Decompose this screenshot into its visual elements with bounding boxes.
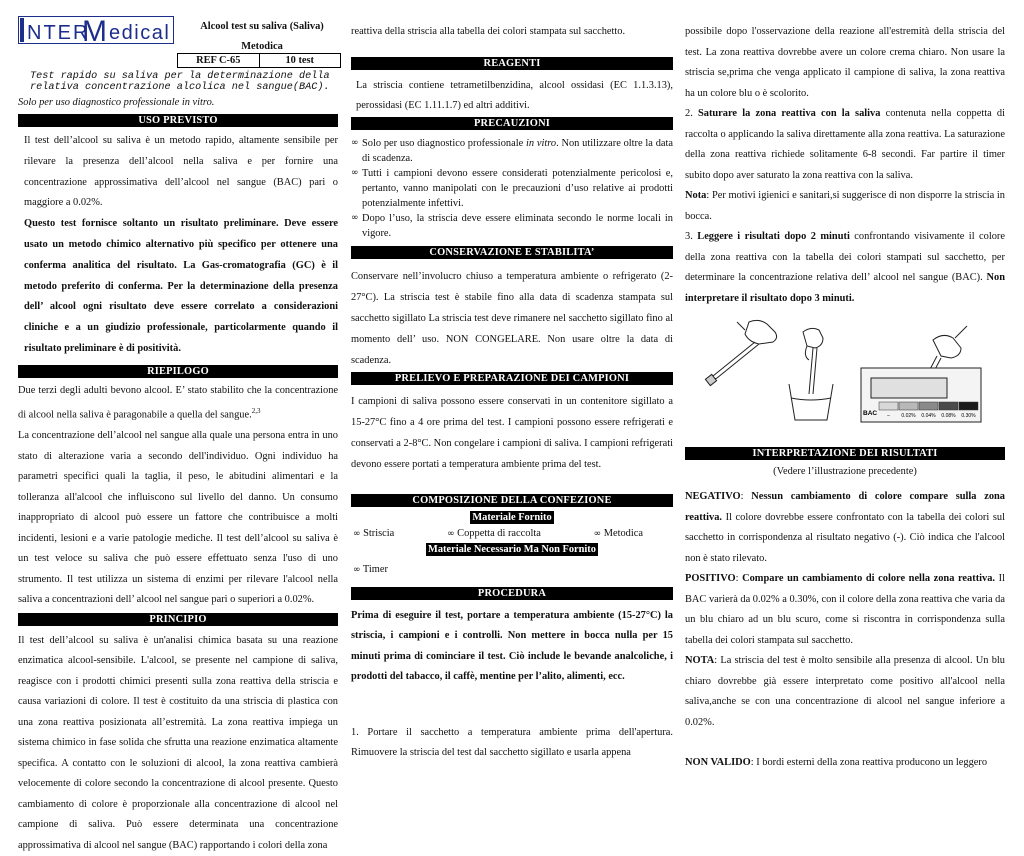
bac-chart-label: BAC: [863, 410, 878, 417]
nota2-text: : La striscia del test è molto sensibile alla presenza di alcool. Un blu chiaro dovrebbe già essere interpretato come positivo all'alcool nella saliva,anche se con una concentrazione di alcool nel sangue inferiore a 0.02%.: [685, 655, 1005, 728]
step-3-end: Non interpretare il risultato dopo 3 minuti.: [685, 272, 1005, 304]
title-line-2: Metodica: [241, 41, 283, 52]
title-line-1: Alcool test su saliva (Saliva): [200, 21, 324, 32]
list-item: [353, 527, 394, 541]
precauzioni-1-em: in vitro: [525, 137, 557, 149]
section-header-riepilogo: RIEPILOGO: [18, 365, 338, 378]
positivo-bold: Compare un cambiamento di colore nella zona reattiva.: [742, 573, 996, 584]
step-2-rest: contenuta nella coppetta di raccolta o applicando la saliva direttamente alla zona reattiva. La saturazione della zona reattiva richiede solitamente 6-8 secondi. Far partire il timer subito dopo aver saturato la zona reattiva con la saliva.: [685, 108, 1005, 181]
svg-text:edical: edical: [109, 22, 171, 44]
item-striscia: Striscia: [363, 527, 395, 539]
reagenti-text: La striscia contiene tetrametilbenzidina, alcool ossidasi (EC 1.1.3.13), perossidasi (EC 1.11.1.7) ed altri additivi.: [356, 79, 673, 111]
bullet-icon: ∞: [351, 137, 359, 148]
nota2-label: NOTA: [685, 655, 715, 666]
bac-swatch: [919, 402, 938, 410]
negativo-label: NEGATIVO: [685, 491, 741, 502]
procedura-step-1-continued: possibile dopo l'osservazione della reazione all'estremità della striscia del test. La zona reattiva dovrebbe avere un colore crema chiaro. Non usare la striscia se,prima che venga applicato il campione di saliva, la zona reattiva ha un colore blu o è scolorito.: [685, 26, 1005, 99]
precauzioni-item-3: [351, 211, 673, 241]
bullet-icon: ∞: [351, 167, 359, 178]
riepilogo-p1-text: Due terzi degli adulti bevono alcool. E’ stato stabilito che la concentrazione di alcool nella saliva è paragonabile a quella del sangue.: [18, 384, 338, 421]
bac-swatch: [899, 402, 918, 410]
item-timer: Timer: [362, 563, 388, 575]
non-valido-label: NON VALIDO: [685, 757, 751, 768]
test-count: 10 test: [285, 55, 315, 66]
step-3-num: 3.: [685, 231, 698, 242]
materiale-non-fornito-list: [351, 563, 673, 577]
result-negativo: NEGATIVO: Nessun cambiamento di colore compare sulla zona reattiva. Il colore dovrebbe essere confrontato con la tabella dei colori sul sacchetto in corrispondenza al risultato negativo (-). Ciò indica che l'alcool non è stato rilevato.: [685, 491, 1005, 564]
step-3-rest: confrontando visivamente il colore della zona reattiva con la tabella dei colori stampati sul sacchetto, per determinare la concentrazione relativa dell’ alcool nel sangue (BAC).: [685, 231, 1006, 283]
result-nota: [685, 651, 1005, 733]
svg-text:M: M: [82, 15, 107, 48]
section-header-uso-previsto: USO PREVISTO: [18, 114, 338, 127]
bac-swatch: [879, 402, 898, 410]
diagnostic-use-note: Solo per uso diagnostico professionale in vitro.: [18, 97, 215, 108]
step-2-num: 2.: [685, 108, 698, 119]
step-3-bold: Leggere i risultati dopo 2 minuti: [697, 231, 850, 242]
negativo-bold: Nessun cambiamento di colore compare sulla zona reattiva.: [685, 491, 1005, 523]
bac-swatch-label: 0.04%: [921, 413, 936, 419]
riepilogo-ref: 2,3: [251, 407, 261, 416]
positivo-text: Il BAC varierà da 0.02% a 0.30%, con il colore della zona reattiva che varia da un blu chiaro ad un blu scuro, come si riscontra in corrispondenza sulla tabella dei colori stampata sul sacchetto.: [685, 573, 1005, 646]
principio-continued: reattiva della striscia alla tabella dei colori stampata sul sacchetto.: [351, 26, 626, 37]
section-header-composizione: COMPOSIZIONE DELLA CONFEZIONE: [351, 494, 673, 507]
precauzioni-1-pre: Solo per uso diagnostico professionale: [362, 137, 526, 149]
materiale-fornito-heading: [351, 511, 673, 524]
bac-swatch: [959, 402, 978, 410]
prelievo-text: I campioni di saliva possono essere conservati in un contenitore sigillato a 15-27°C fino a 4 ore prima del test. I campioni possono essere refrigerati e conservati a 2-8°C. Non congelare i campioni di saliva. I campioni refrigerati devono essere portati a temperatura ambiente prima del test.: [351, 395, 673, 470]
section-header-precauzioni: PRECAUZIONI: [351, 117, 673, 130]
nota-label: Nota: [685, 190, 707, 201]
bac-swatch-label: 0.02%: [901, 413, 916, 419]
positivo-label: POSITIVO: [685, 573, 736, 584]
uso-previsto-intro: Il test dell’alcool su saliva è un metodo rapido, altamente sensibile per rilevare la presenza dell’alcool nella saliva e per fornire una concentrazione approssimativa dell’alcool nel sangue (BAC) pari o maggiore a 0.02%.: [24, 135, 338, 209]
riepilogo-p1: [18, 381, 338, 426]
result-non-valido: [685, 753, 1005, 774]
section-header-reagenti: REAGENTI: [351, 57, 673, 70]
materiale-non-fornito-heading: [351, 543, 673, 556]
section-header-prelievo: PRELIEVO E PREPARAZIONE DEI CAMPIONI: [351, 372, 673, 385]
conservazione-text: Conservare nell’involucro chiuso a temperatura ambiente o refrigerato (2-27°C). La striscia test è stabile fino alla data di scadenza stampata sul sacchetto sigillato La striscia test deve rimanere nel sacchetto sigillato fino al momento dell’ uso. NON CONGELARE. Non usare oltre la data di scadenza.: [351, 270, 673, 366]
precauzioni-item-1: [351, 136, 673, 166]
section-header-interpretazione: INTERPRETAZIONE DEI RISULTATI: [685, 447, 1005, 460]
subtitle: Test rapido su saliva per la determinazione della relativa concentrazione alcolica nel sangue(BAC).: [30, 71, 330, 93]
procedura-warning: Prima di eseguire il test, portare a temperatura ambiente (15-27°C) la striscia, i campioni e i controlli. Non mettere in bocca nulla per 15 minuti prima di cominciare il test. Ciò include le bevande analcoliche, i prodotti del tabacco, il caffè, mentine per l’alito, alimenti, ecc.: [351, 609, 673, 682]
bullet-icon: ∞: [351, 212, 359, 223]
materiale-fornito-list: [351, 527, 673, 541]
bac-swatch-label: 0.08%: [941, 413, 956, 419]
principio-text: Il test dell’alcool su saliva è un'analisi chimica basata su una reazione enzimatica alcool-sensibile. L'alcool, se presente nel campione di saliva, reagisce con i prodotti chimici presenti sulla zona reattiva della striscia e causa variazioni di colore. Il test è costituito da una striscia di plastica con una zona reattiva posizionata all’estremità. La zona reattiva impiega un sistema chimico in fase solida che sfrutta una reazione enzimatica altamente specifica. A contatto con le soluzioni di alcool, la zona reattiva cambierà velocemente di colore secondo la concentrazione di alcool presente. Questo cambiamento di colore è proporzionale alla concentrazione di alcool nel campione di saliva. Può essere determinata una concentrazione approssimativa di alcool nel sangue (BAC) rapportando i colori della zona: [18, 634, 338, 851]
precauzioni-item-2: [351, 166, 673, 211]
precauzioni-2-text: Tutti i campioni devono essere considerati potenzialmente pericolosi e, pertanto, vanno manipolati con le precauzioni d’uso relative ai prodotti potenzialmente infettivi.: [362, 167, 673, 209]
procedura-step-1: 1. Portare il sacchetto a temperatura ambiente prima dell'apertura. Rimuovere la striscia del test dal sacchetto sigillato e usarla appena: [351, 726, 673, 758]
procedura-step-2: [685, 104, 1005, 186]
procedura-nota: [685, 186, 1005, 227]
list-item: [447, 527, 541, 541]
section-header-principio: PRINCIPIO: [18, 613, 338, 626]
riepilogo-p2: La concentrazione dell’alcool nel sangue alla quale una persona entra in uno stato di alterazione varia a secondo dell'individuo. Ogni individuo ha parametri specifici quali la taglia, il peso, le abitudini alimentari e la tolleranza all'alcool che influiscono sul livello del danno. Un consumo inappropriato di alcool può essere un fattore che contribuisce a molti incidenti, lesioni e a varie patologie mediche. Il test dell’alcool su saliva è un test veloce su saliva che può essere effettuato senza l'uso di uno strumento. Il test utilizza un sistema di enzimi per rilevare l'alcool nella saliva a concentrazioni dell’ alcool nel sangue pari o superiori a 0.02%.: [18, 430, 338, 606]
interpretazione-note: (Vedere l’illustrazione precedente): [773, 466, 917, 477]
materiale-fornito-title: Materiale Fornito: [472, 511, 552, 523]
precauzioni-3-text: Dopo l’uso, la striscia deve essere eliminata secondo le norme locali in vigore.: [362, 212, 673, 239]
materiale-non-fornito-title: Materiale Necessario Ma Non Fornito: [428, 543, 596, 555]
procedura-step-3: [685, 227, 1005, 309]
section-header-procedura: PROCEDURA: [351, 587, 673, 600]
bullet-icon: ∞: [447, 528, 455, 539]
list-item: [353, 563, 388, 577]
negativo-text: Il colore dovrebbe essere confrontato con la tabella dei colori sul sacchetto in corrispondenza al risultato negativo (-). Ciò indica che l'alcool non è stato rilevato.: [685, 511, 1005, 564]
item-metodica: Metodica: [603, 527, 643, 539]
svg-text:NTER: NTER: [27, 22, 90, 44]
nota-text: : Per motivi igienici e sanitari,si suggerisce di non disporre la striscia in bocca.: [685, 190, 1005, 222]
step-2-bold: Saturare la zona reattiva con la saliva: [697, 108, 881, 119]
result-positivo: POSITIVO: Compare un cambiamento di colore nella zona reattiva. Il BAC varierà da 0.02% a 0.30%, con il colore della zona reattiva che varia da un blu chiaro ad un blu scuro, come si riscontra in corrispondenza sulla tabella dei colori stampata sul sacchetto.: [685, 573, 1005, 646]
procedure-illustration: [685, 316, 1005, 446]
bullet-icon: ∞: [593, 528, 602, 539]
non-valido-text: : I bordi esterni della zona reattiva producono un leggero: [750, 757, 988, 768]
list-item: [594, 527, 643, 541]
section-header-conservazione: CONSERVAZIONE E STABILITA’: [351, 246, 673, 259]
ref-code: REF C-65: [178, 54, 260, 67]
uso-previsto-warning: Questo test fornisce soltanto un risultato preliminare. Deve essere usato un metodo chimico alternativo più specifico per ottenere una conferma analitica del risultato. La Gas-cromatografia (GC) è il metodo preferito di conferma. Per la determinazione della presenza dell’ alcool ogni risultato deve essere correlato a considerazioni cliniche e a un giudizio professionale, particolarmente quando il risultato preliminare è di positività.: [24, 218, 338, 354]
bac-swatch: [939, 402, 958, 410]
bac-swatch-label: –: [887, 413, 890, 419]
item-coppetta: Coppetta di raccolta: [457, 527, 541, 539]
precauzioni-1-post: . Non utilizzare oltre la data di scadenza.: [362, 137, 673, 164]
bullet-icon: ∞: [353, 564, 361, 575]
bac-swatch-label: 0.30%: [961, 413, 976, 419]
bullet-icon: ∞: [353, 528, 361, 539]
